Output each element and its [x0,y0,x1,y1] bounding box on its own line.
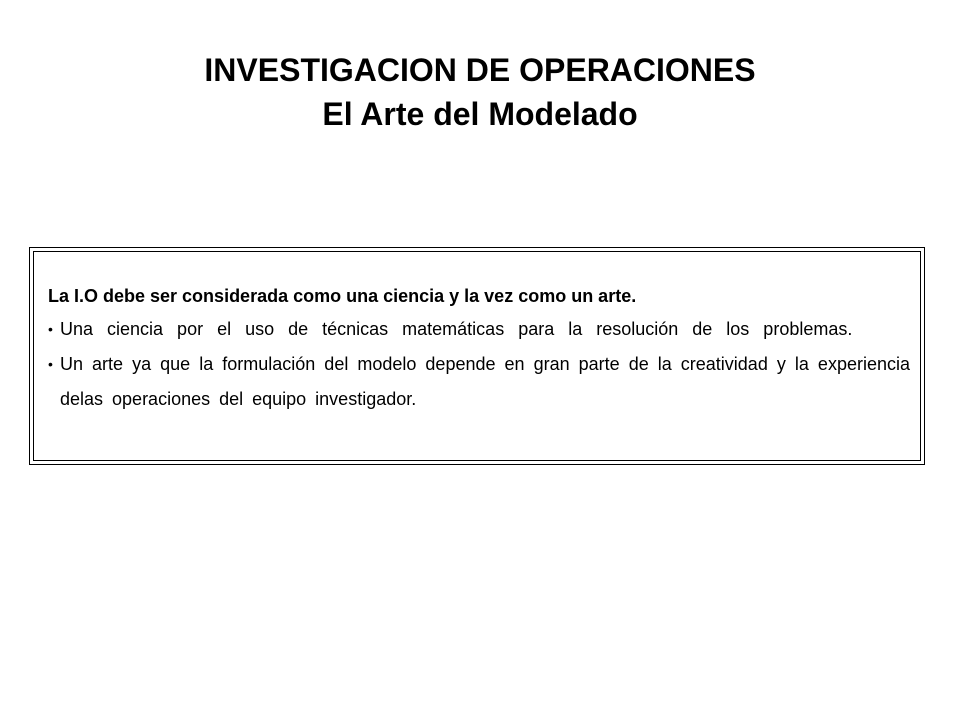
content-box [29,247,925,465]
bullet-item-science [48,312,910,347]
lead-statement: La I.O debe ser considerada como una ciencia y la vez como un arte. [48,286,637,306]
slide-title: INVESTIGACION DE OPERACIONES [204,52,756,88]
bullet-item-art [48,347,910,417]
bullet-text: Una ciencia por el uso de técnicas matemáticas para la resolución de los problemas. [60,319,853,339]
content-box-inner [33,251,921,461]
bullet-icon: • [48,356,53,372]
slide-subtitle: El Arte del Modelado [322,96,638,132]
slide-title-block [0,48,960,136]
bullet-icon: • [48,321,53,337]
bullet-text: Un arte ya que la formulación del modelo depende en gran parte de la creatividad y la experiencia delas operaciones del equipo investigador. [60,354,910,409]
